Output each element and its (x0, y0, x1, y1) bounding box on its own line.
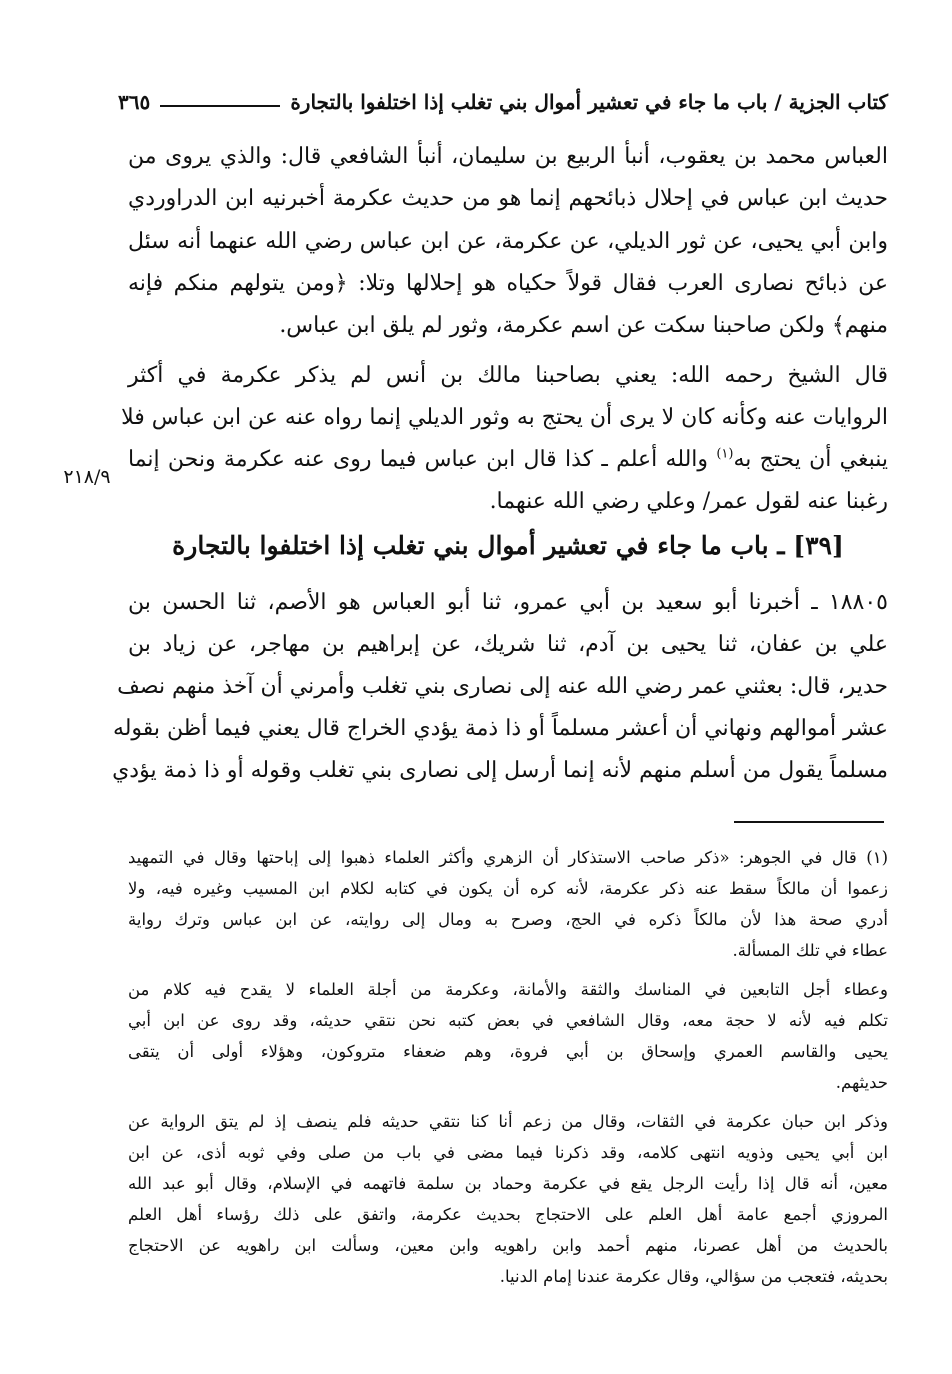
text-line: عن ذبائح نصارى العرب فقال قولاً حكياه هو إحلالها وتلا: ﴿ومن يتولهم منكم فإنه (128, 271, 888, 296)
text-line: قال الشيخ رحمه الله: يعني بصاحبنا مالك بن أنس لم يذكر عكرمة في أكثر (128, 363, 888, 388)
footnote-line: (١) قال في الجوهر: «ذكر صاحب الاستذكار أن الزهري وأكثر العلماء ذهبوا إلى إباحتها وقال في التمهيد (128, 848, 888, 867)
footnote-line: بالحديث من أهل عصرنا، منهم أحمد وابن راهويه وابن معين، وسألت ابن راهويه عن الاحتجاج (128, 1236, 888, 1255)
text-line: ١٨٨٠٥ ـ أخبرنا أبو سعيد بن أبي عمرو، ثنا أبو العباس هو الأصم، ثنا الحسن بن (128, 590, 888, 615)
footnote-line: أدري صحة هذا لأن مالكاً ذكره في الحج، وصرح به ومال إلى روايته، عن ابن عباس وترك رواية (128, 910, 888, 929)
footnote-line: تكلم فيه لأنه لا حجة معه، وقال الشافعي في بعض كتبه نحن نتقي حديثه، وقد روى عن ابن أبي (128, 1011, 888, 1030)
text-line: الروايات عنه وكأنه كان لا يرى أن يحتج به وثور الديلي إنما رواه عنه عن ابن عباس فلا (121, 405, 888, 430)
text-line: وابن أبي يحيى، عن ثور الديلي، عن عكرمة، عن ابن عباس رضي الله عنهما أنه سئل (128, 229, 888, 254)
footnote-line: وعطاء أجل التابعين في المناسك والثقة والأمانة، وعكرمة من أجلة العلماء لا يقدح فيه كلام من (128, 980, 888, 999)
footnote-line: عطاء في تلك المسألة. (732, 941, 888, 960)
footnote-line: زعموا أن مالكاً سقط عنه ذكر عكرمة، لأنه كره أن يكون في كتابه لكلام ابن المسيب وغيره فيه، ولا (128, 879, 888, 898)
footnote-line: وذكر ابن حبان عكرمة في الثقات، وقال من زعم أنا كنا نتقي حديثه فلم ينصف إذ لم يتق الرواية عن (128, 1112, 888, 1131)
text-line: رغبنا عنه لقول عمر/ وعلي رضي الله عنهما. (489, 489, 888, 514)
text-line: علي بن عفان، ثنا يحيى بن آدم، ثنا شريك، عن إبراهيم بن مهاجر، عن زياد بن (128, 632, 888, 657)
chapter-heading: [٣٩] ـ باب ما جاء في تعشير أموال بني تغلب إذا اختلفوا بالتجارة (172, 531, 844, 560)
text-line: عشر أموالهم ونهاني أن أعشر مسلماً أو ذا ذمة يؤدي الخراج قال يعني فيما أظن بقوله (112, 716, 888, 741)
footnote-reference: (١) (716, 446, 734, 462)
header-title: كتاب الجزية / باب ما جاء في تعشير أموال بني تغلب إذا اختلفوا بالتجارة (290, 90, 888, 114)
text-line (128, 440, 888, 480)
text-segment: والله أعلم ـ كذا قال ابن عباس فيما روى عنه عكرمة ونحن إنما (128, 447, 717, 472)
header-rule (160, 105, 280, 107)
footnote-separator (734, 821, 884, 823)
text-line: العباس محمد بن يعقوب، أنبأ الربيع بن سليمان، أنبأ الشافعي قال: والذي يروى من (128, 144, 888, 169)
text-segment: ينبغي أن يحتج به (733, 447, 888, 472)
footnote-line: معين، أنه قال إذا رأيت الرجل يقع في عكرمة وحماد بن سلمة فاتهمه في الإسلام، وقال أبو عبد الله (128, 1174, 888, 1193)
text-line: منهم﴾ ولكن صاحبنا سكت عن اسم عكرمة، وثور لم يلق ابن عباس. (279, 313, 888, 338)
footnote-line: المروزي أجمع عامة أهل العلم على الاحتجاج بحديث عكرمة، واتفق على ذلك رؤساء أهل العلم (128, 1205, 888, 1224)
footnote-line: بحديثه، فتعجب من سؤالي، وقال عكرمة عندنا إمام الدنيا. (499, 1267, 888, 1286)
footnote-line: ابن أبي يحيى وذويه انتهى كلامه، وقد ذكرنا فيما مضى في باب من صلى وفي ثوبه أذى، عن ابن (128, 1143, 888, 1162)
text-line: مسلماً يقول من أسلم منهم لأنه إنما أرسل إلى نصارى بني تغلب وقوله أو ذا ذمة يؤدي (112, 758, 888, 783)
footnote-line: يحيى والقاسم العمري وإسحاق بن أبي فروة، وهم ضعفاء متروكون، وهؤلاء أولى أن يتقى (128, 1042, 888, 1061)
text-line: حدير، قال: بعثني عمر رضي الله عنه إلى نصارى بني تغلب وأمرني أن آخذ منهم نصف (117, 674, 888, 699)
page-number: ٣٦٥ (118, 90, 151, 114)
running-header (118, 82, 888, 122)
margin-reference: ٢١٨/٩ (63, 466, 111, 488)
text-line: حديث ابن عباس في إحلال ذبائحهم إنما هو من حديث عكرمة أخبرنيه ابن الدراوردي (128, 186, 888, 211)
footnote-line: حديثهم. (835, 1073, 888, 1092)
